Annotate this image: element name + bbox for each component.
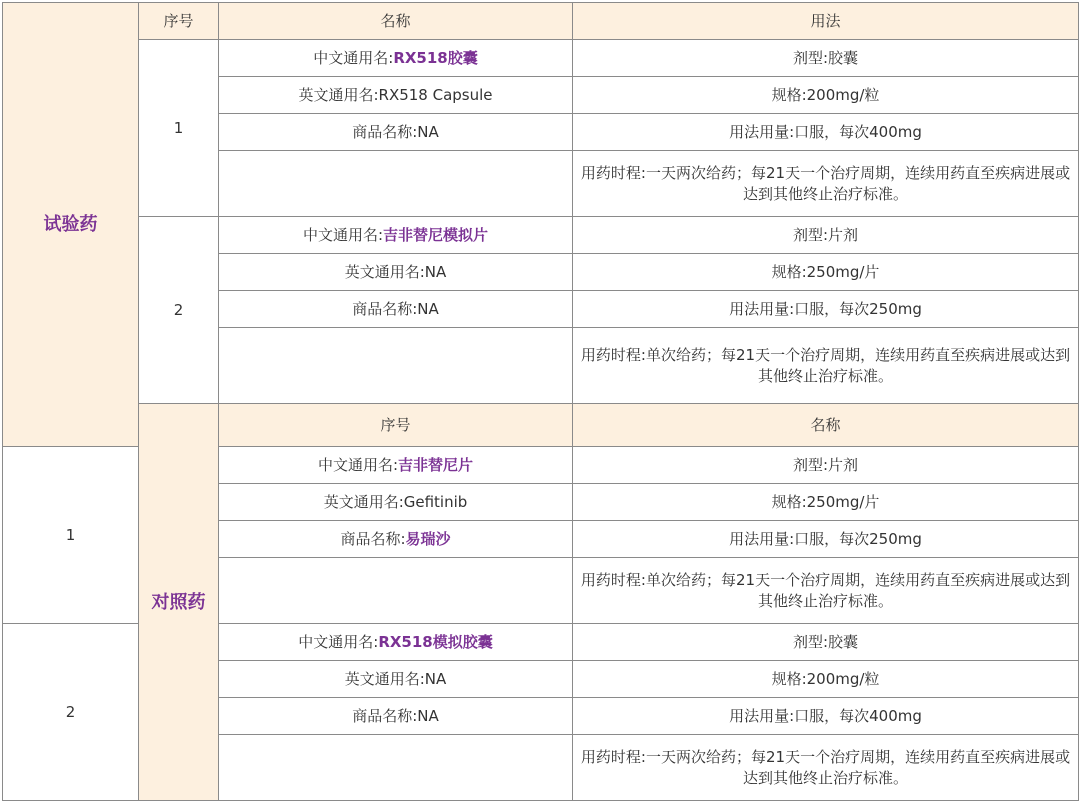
- trade-name: 商品名称:NA: [219, 291, 573, 328]
- dosage-form: 剂型:片剂: [573, 217, 1079, 254]
- group-label-test-drug: 试验药: [3, 3, 139, 447]
- specification: 规格:250mg/片: [573, 254, 1079, 291]
- group-label-control-drug: 对照药: [139, 404, 219, 801]
- header-usage: 用法: [573, 3, 1079, 40]
- dosage-usage: 用法用量:口服，每次250mg: [573, 291, 1079, 328]
- dosage-usage: 用法用量:口服，每次400mg: [573, 698, 1079, 735]
- header-seq: 序号: [219, 404, 573, 447]
- empty-cell: [219, 151, 573, 217]
- dosing-schedule: 用药时程:单次给药；每21天一个治疗周期，连续用药直至疾病进展或达到其他终止治疗标准。: [573, 328, 1079, 404]
- dosage-form: 剂型:片剂: [573, 447, 1079, 484]
- dosage-usage: 用法用量:口服，每次250mg: [573, 521, 1079, 558]
- dosing-schedule: 用药时程:一天两次给药；每21天一个治疗周期，连续用药直至疾病进展或达到其他终止治疗标准。: [573, 151, 1079, 217]
- header-seq: 序号: [139, 3, 219, 40]
- trade-name: 商品名称:NA: [219, 114, 573, 151]
- trade-name: 商品名称:NA: [219, 698, 573, 735]
- drug-seq: 1: [139, 40, 219, 217]
- table-row: [3, 40, 1079, 77]
- en-generic-name: 英文通用名:NA: [219, 661, 573, 698]
- en-generic-name: 英文通用名:RX518 Capsule: [219, 77, 573, 114]
- dosage-form: 剂型:胶囊: [573, 624, 1079, 661]
- trade-name-highlight: 易瑞沙: [405, 529, 451, 548]
- drug-seq: 2: [3, 624, 139, 801]
- en-generic-name: 英文通用名:NA: [219, 254, 573, 291]
- table-header-row: [3, 404, 1079, 447]
- en-generic-name: 英文通用名:Gefitinib: [219, 484, 573, 521]
- specification: 规格:200mg/粒: [573, 661, 1079, 698]
- table-header-row: [3, 3, 1079, 40]
- empty-cell: [219, 735, 573, 801]
- table-row: [3, 217, 1079, 254]
- dosage-form: 剂型:胶囊: [573, 40, 1079, 77]
- empty-cell: [219, 558, 573, 624]
- cn-name-highlight: RX518胶囊: [393, 48, 478, 67]
- cn-generic-name: 中文通用名:RX518胶囊: [219, 40, 573, 77]
- trade-name: 商品名称:易瑞沙: [219, 521, 573, 558]
- drug-info-table: [2, 2, 1079, 801]
- cn-name-highlight: 吉非替尼片: [398, 455, 474, 474]
- dosing-schedule: 用药时程:一天两次给药；每21天一个治疗周期，连续用药直至疾病进展或达到其他终止治疗标准。: [573, 735, 1079, 801]
- dosage-usage: 用法用量:口服，每次400mg: [573, 114, 1079, 151]
- specification: 规格:200mg/粒: [573, 77, 1079, 114]
- cn-generic-name: 中文通用名:RX518模拟胶囊: [219, 624, 573, 661]
- specification: 规格:250mg/片: [573, 484, 1079, 521]
- header-name: 名称: [219, 3, 573, 40]
- empty-cell: [219, 328, 573, 404]
- cn-name-highlight: 吉非替尼模拟片: [383, 225, 489, 244]
- cn-name-highlight: RX518模拟胶囊: [378, 632, 493, 651]
- drug-seq: 2: [139, 217, 219, 404]
- header-name: 名称: [573, 404, 1079, 447]
- cn-generic-name: 中文通用名:吉非替尼片: [219, 447, 573, 484]
- drug-seq: 1: [3, 447, 139, 624]
- cn-generic-name: 中文通用名:吉非替尼模拟片: [219, 217, 573, 254]
- dosing-schedule: 用药时程:单次给药；每21天一个治疗周期，连续用药直至疾病进展或达到其他终止治疗标准。: [573, 558, 1079, 624]
